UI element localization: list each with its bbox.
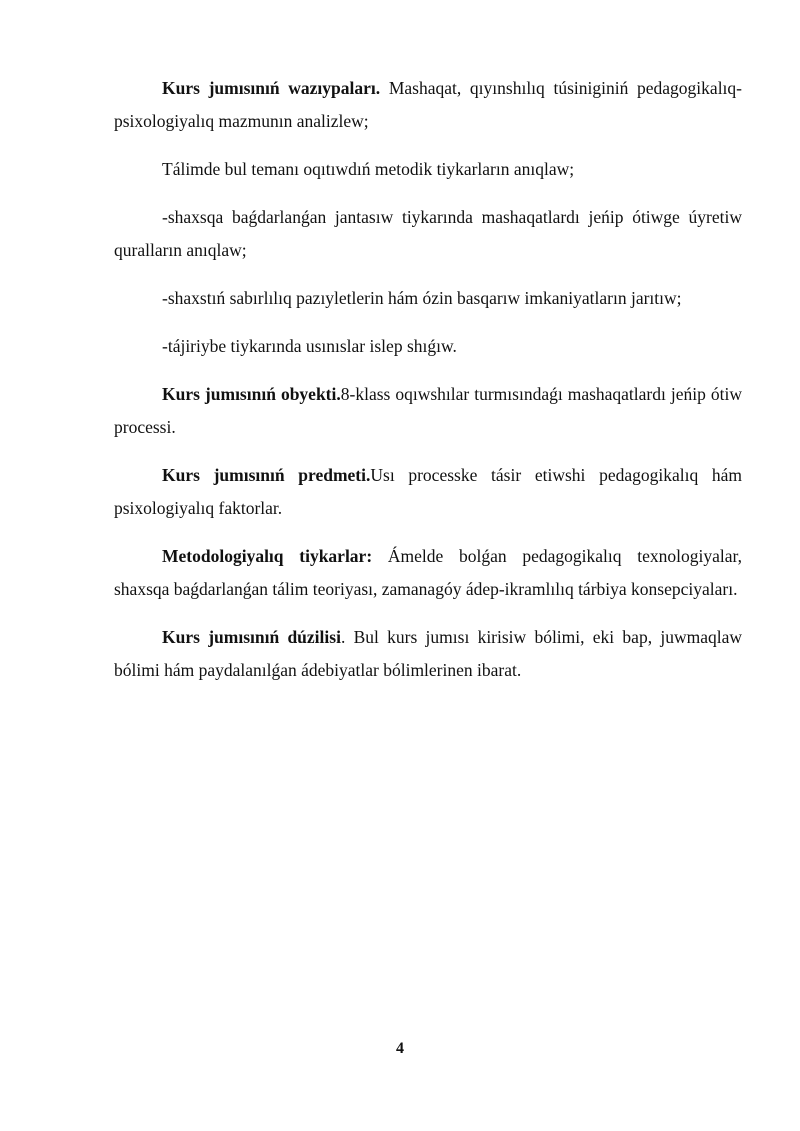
text-structure: . Bul kurs jumısı kirisiw bólimi, eki bap, juwmaqlaw bólimi hám paydalanılǵan ádebiyatlar bólimlerinen ibarat. xyxy=(114,627,742,680)
text-task2: Tálimde bul temanı oqıtıwdıń metodik tiykarların anıqlaw; xyxy=(162,159,575,179)
heading-structure: Kurs jumısınıń dúzilisi xyxy=(162,627,341,647)
paragraph-subject xyxy=(114,459,742,525)
text-object: 8-klass oqıwshılar turmısındaǵı mashaqatlardı jeńip ótiw processi. xyxy=(114,384,742,437)
text-tasks: Mashaqat, qıyınshılıq túsiniginiń pedagogikalıq-psixologiyalıq mazmunın analizlew; xyxy=(114,78,742,131)
paragraph-task2 xyxy=(114,153,742,186)
heading-methodology: Metodologiyalıq tiykarlar: xyxy=(162,546,373,566)
heading-subject: Kurs jumısınıń predmeti. xyxy=(162,465,371,485)
heading-object: Kurs jumısınıń obyekti. xyxy=(162,384,341,404)
paragraph-task3 xyxy=(114,201,742,267)
text-subject: Usı processke tásir etiwshi pedagogikalıq hám psixologiyalıq faktorlar. xyxy=(114,465,743,518)
paragraph-structure xyxy=(114,621,742,687)
paragraph-object xyxy=(114,378,742,444)
page-body xyxy=(114,72,742,702)
text-methodology: Ámelde bolǵan pedagogikalıq texnologiyalar, shaxsqa baǵdarlanǵan tálim teoriyası, zamanagóy ádep-ikramlılıq tárbiya konsepciyaları. xyxy=(114,546,742,599)
text-task5: -tájiriybe tiykarında usınıslar islep shıǵıw. xyxy=(162,336,457,356)
paragraph-tasks xyxy=(114,72,742,138)
page-number: 4 xyxy=(396,1040,404,1057)
text-task4: -shaxstıń sabırlılıq pazıyletlerin hám ózin basqarıw imkaniyatların jarıtıw; xyxy=(162,288,682,308)
paragraph-methodology xyxy=(114,540,742,606)
paragraph-task4 xyxy=(114,282,742,315)
text-task3: -shaxsqa baǵdarlanǵan jantasıw tiykarında mashaqatlardı jeńip ótiwge úyretiw quralların anıqlaw; xyxy=(114,207,742,260)
heading-tasks: Kurs jumısınıń wazıypaları. xyxy=(162,78,381,98)
paragraph-task5 xyxy=(114,330,742,363)
